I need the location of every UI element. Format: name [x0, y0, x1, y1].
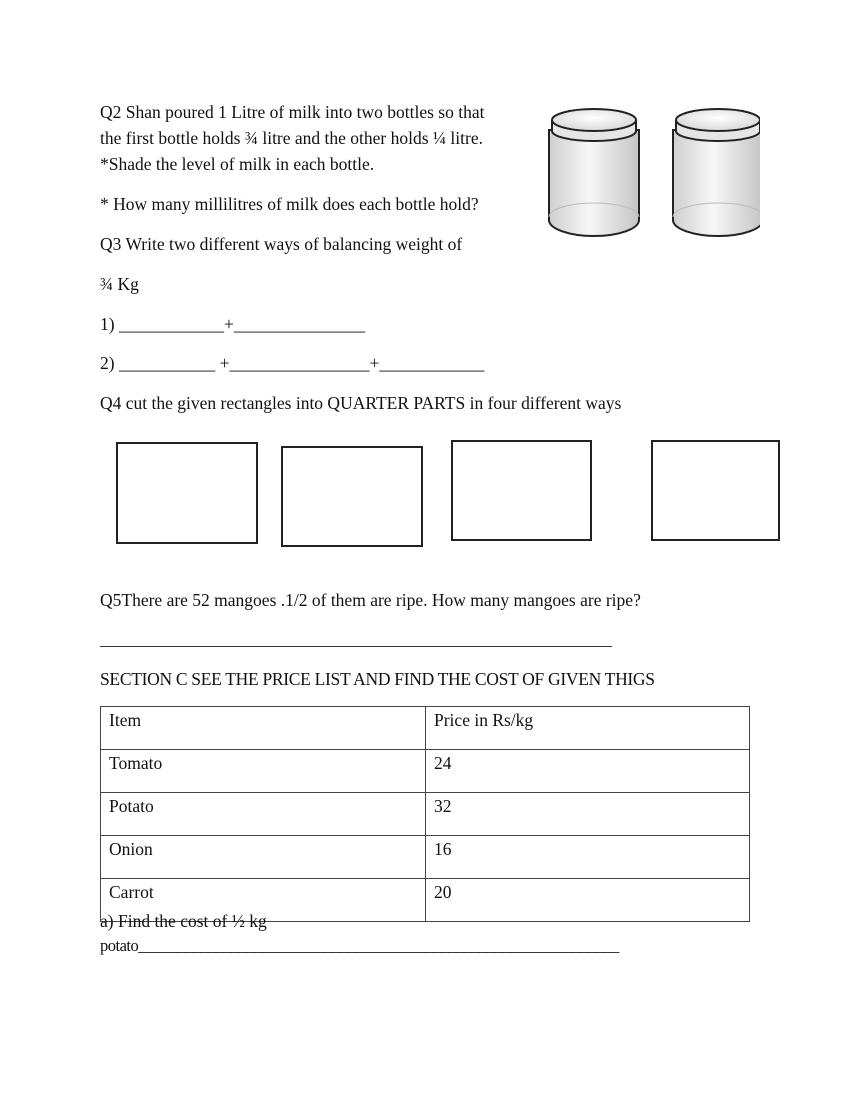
table-cell-price: 32 [426, 793, 750, 836]
table-row [101, 836, 750, 879]
rectangle-4[interactable] [651, 440, 780, 541]
question-a-answer-line[interactable]: potato______________________________________________________________ [100, 936, 619, 955]
table-row [101, 750, 750, 793]
milk-bottles-illustration [545, 95, 760, 250]
q4-text: Q4 cut the given rectangles into QUARTER PARTS in four different ways [100, 393, 622, 413]
q5-text: Q5There are 52 mangoes .1/2 of them are ripe. How many mangoes are ripe? [100, 590, 641, 610]
bottle-2-icon[interactable] [673, 109, 760, 236]
q3-answer-1[interactable]: 1) ____________+_______________ [100, 314, 366, 334]
table-cell-price: 16 [426, 836, 750, 879]
table-cell-item: Carrot [101, 879, 426, 922]
section-c-title: SECTION C SEE THE PRICE LIST AND FIND THE COST OF GIVEN THIGS [100, 669, 655, 689]
table-header-item: Item [101, 707, 426, 750]
question-a-line-1: a) Find the cost of ½ kg [100, 911, 267, 931]
rectangle-2[interactable] [281, 446, 423, 547]
q2-line-2: the first bottle holds ¾ litre and the other holds ¼ litre. [100, 128, 483, 148]
q2-line-3: *Shade the level of milk in each bottle. [100, 154, 375, 174]
rectangle-3[interactable] [451, 440, 592, 541]
table-row [101, 793, 750, 836]
table-cell-item: Tomato [101, 750, 426, 793]
q3-line-1: Q3 Write two different ways of balancing weight of [100, 234, 463, 254]
table-cell-item: Onion [101, 836, 426, 879]
table-cell-price: 20 [426, 879, 750, 922]
rectangle-1[interactable] [116, 442, 258, 544]
table-cell-item: Potato [101, 793, 426, 836]
bottle-1-icon[interactable] [549, 109, 639, 236]
q5-answer-line[interactable]: __________________________________________________________________ [100, 630, 612, 649]
q3-line-2: ¾ Kg [100, 274, 139, 294]
q2-line-1: Q2 Shan poured 1 Litre of milk into two bottles so that [100, 102, 485, 122]
q2-line-4: * How many millilitres of milk does each bottle hold? [100, 194, 479, 214]
q3-answer-2[interactable]: 2) ___________ +________________+____________ [100, 353, 485, 373]
price-table [100, 706, 750, 922]
table-header-price: Price in Rs/kg [426, 707, 750, 750]
table-cell-price: 24 [426, 750, 750, 793]
table-header-row [101, 707, 750, 750]
